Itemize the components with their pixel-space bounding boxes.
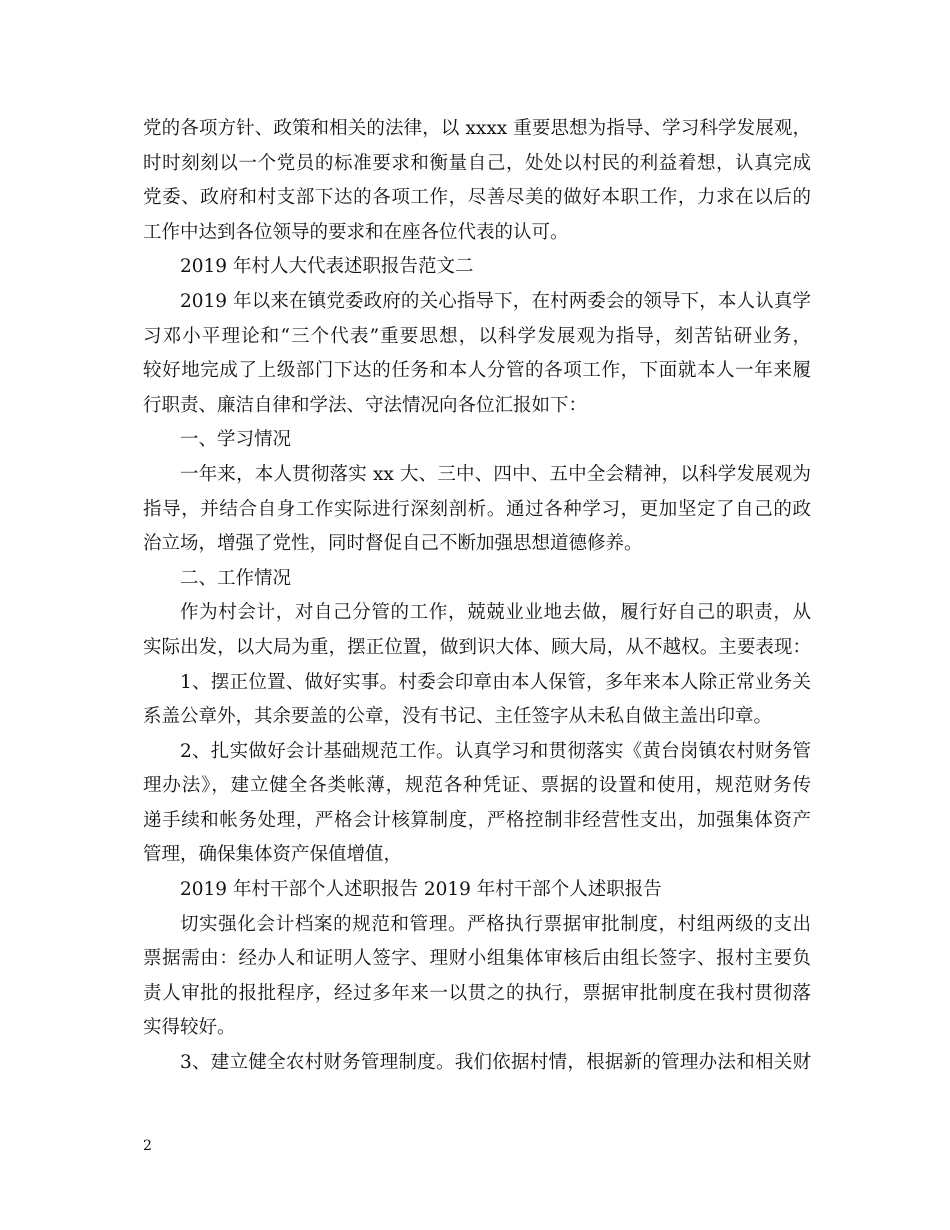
text-line: 二、工作情况 xyxy=(180,567,292,589)
text-line: 递手续和帐务处理，严格会计核算制度，严格控制非经营性支出，加强集体资产 xyxy=(143,809,811,831)
text-line: 治立场，增强了党性，同时督促自己不断加强思想道德修养。 xyxy=(143,533,643,555)
text-line: 习邓小平理论和“三个代表”重要思想，以科学发展观为指导，刻苦钻研业务， xyxy=(143,325,811,347)
text-line: 理办法》，建立健全各类帐薄，规范各种凭证、票据的设置和使用，规范财务传 xyxy=(143,775,811,797)
document-body xyxy=(143,112,811,1081)
text-line: 系盖公章外，其余要盖的公章，没有书记、主任签字从未私自做主盖出印章。 xyxy=(143,706,773,728)
text-line: 一、学习情况 xyxy=(180,429,292,451)
text-line: 党委、政府和村支部下达的各项工作，尽善尽美的做好本职工作，力求在以后的 xyxy=(143,187,811,209)
text-line: 时时刻刻以一个党员的标准要求和衡量自己，处处以村民的利益着想，认真完成 xyxy=(143,152,811,174)
text-line: 2019 年村干部个人述职报告 2019 年村干部个人述职报告 xyxy=(180,879,662,901)
text-line: 作为村会计，对自己分管的工作，兢兢业业地去做，履行好自己的职责，从 xyxy=(180,602,811,624)
text-line: 一年来，本人贯彻落实 xx 大、三中、四中、五中全会精神，以科学发展观为 xyxy=(180,463,811,485)
text-line: 工作中达到各位领导的要求和在座各位代表的认可。 xyxy=(143,221,569,243)
text-line: 指导，并结合自身工作实际进行深刻剖析。通过各种学习，更加坚定了自己的政 xyxy=(143,498,811,520)
text-line: 实际出发，以大局为重，摆正位置，做到识大体、顾大局，从不越权。主要表现： xyxy=(143,636,811,658)
text-line: 2019 年以来在镇党委政府的关心指导下，在村两委会的领导下，本人认真学 xyxy=(180,290,811,312)
text-line: 行职责、廉洁自律和学法、守法情况向各位汇报如下： xyxy=(143,394,588,416)
page-number: 2 xyxy=(143,1138,152,1154)
text-line: 管理，确保集体资产保值增值， xyxy=(143,844,403,866)
text-line: 1、摆正位置、做好实事。村委会印章由本人保管，多年来本人除正常业务关 xyxy=(180,671,811,693)
text-line: 2019 年村人大代表述职报告范文二 xyxy=(180,256,474,278)
text-line: 实得较好。 xyxy=(143,1017,236,1039)
text-line: 较好地完成了上级部门下达的任务和本人分管的各项工作，下面就本人一年来履 xyxy=(143,360,811,382)
text-line: 3、建立健全农村财务管理制度。我们依据村情，根据新的管理办法和相关财 xyxy=(180,1052,811,1074)
text-line: 票据需由：经办人和证明人签字、理财小组集体审核后由组长签字、报村主要负 xyxy=(143,948,811,970)
text-line: 2、扎实做好会计基础规范工作。认真学习和贯彻落实《黄台岗镇农村财务管 xyxy=(180,740,811,762)
text-line: 责人审批的报批程序，经过多年来一以贯之的执行，票据审批制度在我村贯彻落 xyxy=(143,982,811,1004)
text-line: 切实强化会计档案的规范和管理。严格执行票据审批制度，村组两级的支出 xyxy=(180,913,811,935)
text-line: 党的各项方针、政策和相关的法律，以 xxxx 重要思想为指导、学习科学发展观， xyxy=(143,118,811,139)
